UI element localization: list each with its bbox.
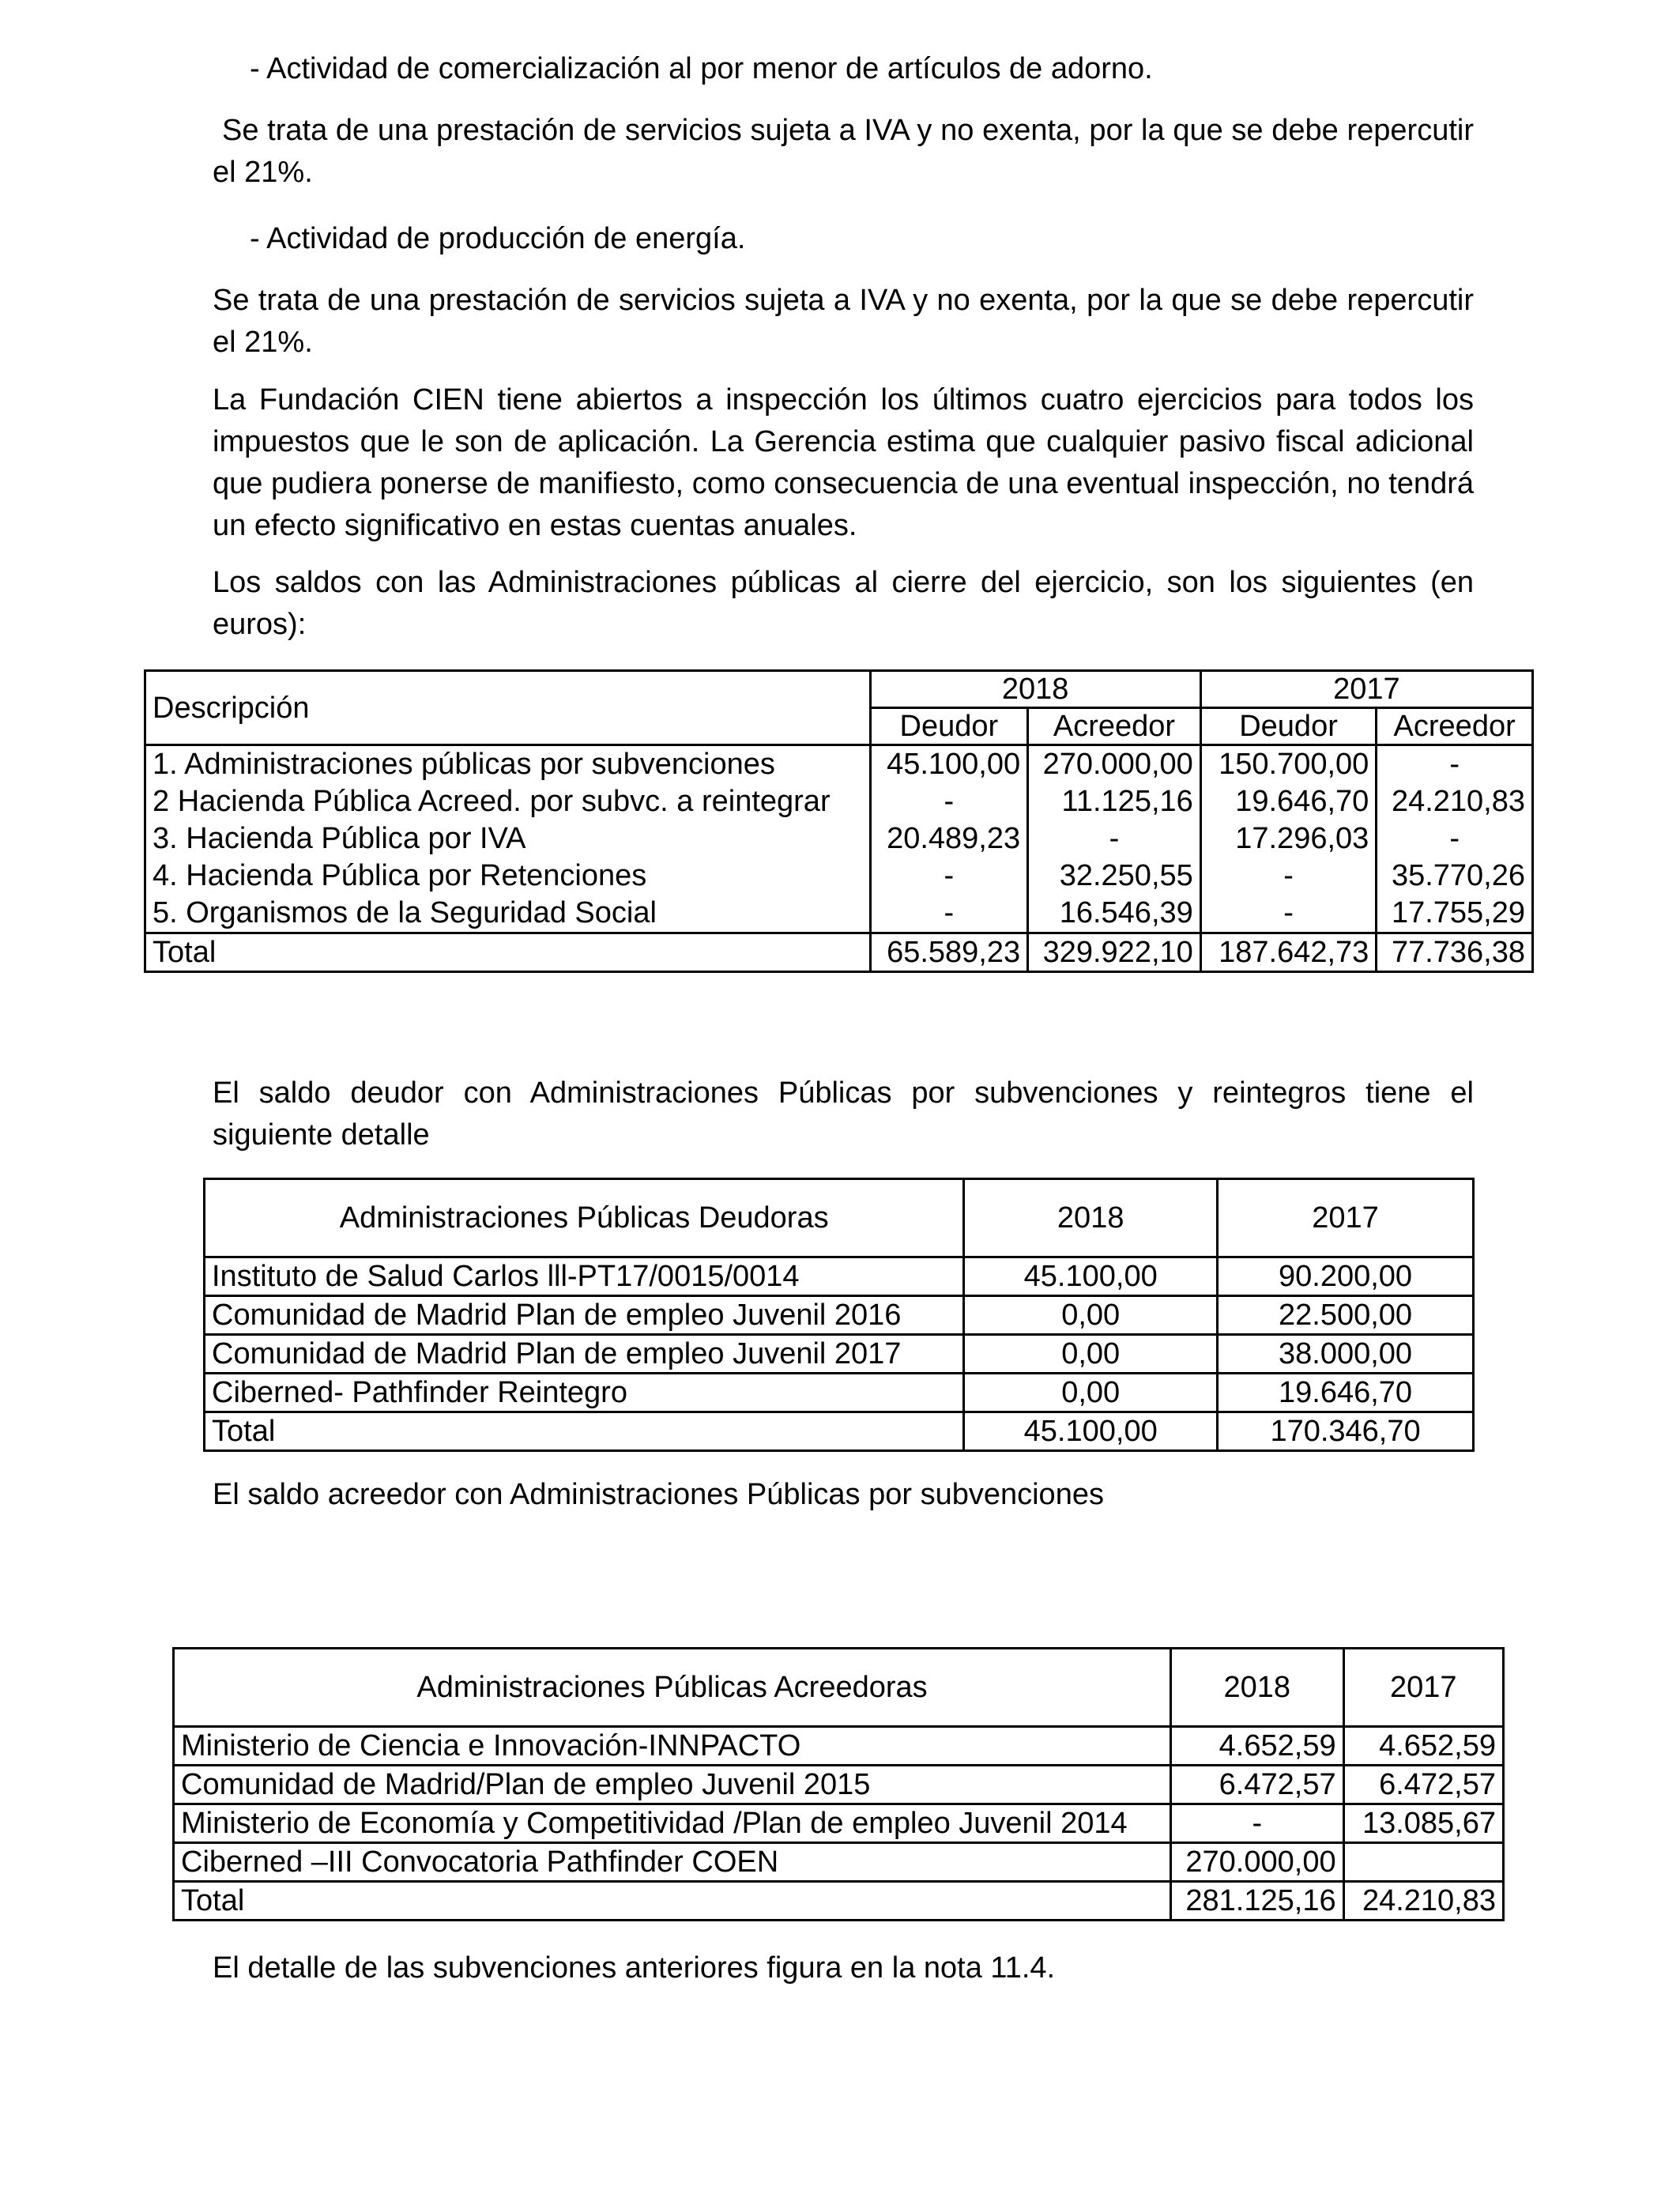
cell-2017: 22.500,00	[1218, 1296, 1474, 1335]
cell-deudor-2018: 20.489,23	[870, 820, 1028, 858]
cell-descripcion: Comunidad de Madrid/Plan de empleo Juvenil 2015	[174, 1766, 1171, 1804]
cell-2017: 6.472,57	[1343, 1766, 1503, 1804]
cell-2018: -	[1171, 1804, 1344, 1843]
cell-acreedor-2018: 32.250,55	[1028, 858, 1201, 895]
column-header-deudor-2017: Deudor	[1200, 708, 1377, 745]
column-header-deudoras: Administraciones Públicas Deudoras	[205, 1179, 964, 1257]
cell-total-2018: 45.100,00	[964, 1412, 1218, 1451]
table-header-row	[174, 1649, 1504, 1727]
cell-descripcion: Ciberned –III Convocatoria Pathfinder COEN	[174, 1843, 1171, 1882]
cell-2018: 4.652,59	[1171, 1727, 1344, 1766]
cell-2017: 90.200,00	[1218, 1257, 1474, 1296]
bullet-energia: - Actividad de producción de energía.	[250, 222, 746, 255]
paragraph-inspeccion: La Fundación CIEN tiene abiertos a inspección los últimos cuatro ejercicios para todos los impuestos que le son de aplicación. La Gerencia estima que cualquier pasivo fiscal adicional que pudiera ponerse de manifiesto, como consecuencia de una eventual inspección, no tendrá un efecto significativo en estas cuentas anuales.	[213, 383, 1474, 542]
column-header-2017: 2017	[1200, 671, 1532, 708]
column-header-acreedoras: Administraciones Públicas Acreedoras	[174, 1649, 1171, 1727]
cell-total-deudor-2018: 65.589,23	[870, 933, 1028, 972]
cell-total-label: Total	[145, 933, 871, 972]
paragraph-saldo-deudor: El saldo deudor con Administraciones Públicas por subvenciones y reintegros tiene el siguiente detalle	[213, 1076, 1474, 1152]
cell-descripcion: Ministerio de Economía y Competitividad /Plan de empleo Juvenil 2014	[174, 1804, 1171, 1843]
saldos-administraciones-table	[144, 669, 1534, 973]
cell-acreedor-2017: 24.210,83	[1377, 783, 1533, 820]
table-row	[145, 820, 1533, 858]
cell-deudor-2018: -	[870, 895, 1028, 933]
acreedoras-table	[172, 1647, 1505, 1921]
cell-2018: 0,00	[964, 1296, 1218, 1335]
cell-descripcion: Comunidad de Madrid Plan de empleo Juvenil 2017	[205, 1335, 964, 1374]
column-header-acreedor-2018: Acreedor	[1028, 708, 1201, 745]
cell-2017: 19.646,70	[1218, 1374, 1474, 1412]
cell-descripcion: Ciberned- Pathfinder Reintegro	[205, 1374, 964, 1412]
cell-acreedor-2017: -	[1377, 745, 1533, 784]
table-header-row	[145, 671, 1533, 708]
cell-deudor-2018: -	[870, 858, 1028, 895]
cell-deudor-2018: -	[870, 783, 1028, 820]
cell-total-deudor-2017: 187.642,73	[1200, 933, 1377, 972]
cell-2018: 0,00	[964, 1335, 1218, 1374]
cell-descripcion: Ministerio de Ciencia e Innovación-INNPACTO	[174, 1727, 1171, 1766]
table-row	[174, 1727, 1504, 1766]
cell-2018: 270.000,00	[1171, 1843, 1344, 1882]
paragraph-saldos-intro: Los saldos con las Administraciones públicas al cierre del ejercicio, son los siguientes (en euros):	[213, 566, 1474, 641]
table-row	[205, 1374, 1474, 1412]
cell-acreedor-2018: 16.546,39	[1028, 895, 1201, 933]
table-row	[174, 1843, 1504, 1882]
cell-deudor-2018: 45.100,00	[870, 745, 1028, 784]
deudoras-table	[203, 1178, 1475, 1452]
cell-2018: 6.472,57	[1171, 1766, 1344, 1804]
cell-deudor-2017: -	[1200, 858, 1377, 895]
cell-descripcion: 5. Organismos de la Seguridad Social	[145, 895, 871, 933]
table-row	[145, 895, 1533, 933]
cell-descripcion: 3. Hacienda Pública por IVA	[145, 820, 871, 858]
cell-descripcion: 1. Administraciones públicas por subvenciones	[145, 745, 871, 784]
table-row	[205, 1296, 1474, 1335]
column-header-2017: 2017	[1343, 1649, 1503, 1727]
cell-2018: 0,00	[964, 1374, 1218, 1412]
cell-acreedor-2017: 35.770,26	[1377, 858, 1533, 895]
table-row	[205, 1257, 1474, 1296]
cell-acreedor-2017: 17.755,29	[1377, 895, 1533, 933]
column-header-descripcion: Descripción	[145, 671, 871, 745]
cell-total-2018: 281.125,16	[1171, 1882, 1344, 1921]
cell-2017: 13.085,67	[1343, 1804, 1503, 1843]
cell-deudor-2017: -	[1200, 895, 1377, 933]
cell-total-acreedor-2018: 329.922,10	[1028, 933, 1201, 972]
cell-total-2017: 24.210,83	[1343, 1882, 1503, 1921]
cell-descripcion: Instituto de Salud Carlos lll-PT17/0015/0014	[205, 1257, 964, 1296]
column-header-2018: 2018	[1171, 1649, 1344, 1727]
cell-acreedor-2018: 11.125,16	[1028, 783, 1201, 820]
cell-2017	[1343, 1843, 1503, 1882]
cell-deudor-2017: 19.646,70	[1200, 783, 1377, 820]
cell-acreedor-2018: 270.000,00	[1028, 745, 1201, 784]
table-row	[145, 858, 1533, 895]
cell-2018: 45.100,00	[964, 1257, 1218, 1296]
table-row	[174, 1766, 1504, 1804]
cell-total-label: Total	[174, 1882, 1171, 1921]
cell-deudor-2017: 17.296,03	[1200, 820, 1377, 858]
table-total-row	[174, 1882, 1504, 1921]
paragraph-iva-energia: Se trata de una prestación de servicios sujeta a IVA y no exenta, por la que se debe repercutir el 21%.	[213, 284, 1474, 359]
cell-2017: 4.652,59	[1343, 1727, 1503, 1766]
cell-descripcion: 4. Hacienda Pública por Retenciones	[145, 858, 871, 895]
column-header-2017: 2017	[1218, 1179, 1474, 1257]
cell-total-acreedor-2017: 77.736,38	[1377, 933, 1533, 972]
cell-2017: 38.000,00	[1218, 1335, 1474, 1374]
cell-total-2017: 170.346,70	[1218, 1412, 1474, 1451]
column-header-2018: 2018	[964, 1179, 1218, 1257]
table-row	[174, 1804, 1504, 1843]
table-row	[145, 745, 1533, 784]
table-total-row	[205, 1412, 1474, 1451]
table-header-row	[205, 1179, 1474, 1257]
cell-acreedor-2017: -	[1377, 820, 1533, 858]
paragraph-iva-adorno: Se trata de una prestación de servicios sujeta a IVA y no exenta, por la que se debe repercutir el 21%.	[213, 114, 1474, 189]
cell-total-label: Total	[205, 1412, 964, 1451]
column-header-2018: 2018	[870, 671, 1200, 708]
cell-acreedor-2018: -	[1028, 820, 1201, 858]
table-row	[205, 1335, 1474, 1374]
table-total-row	[145, 933, 1533, 972]
table-row	[145, 783, 1533, 820]
cell-descripcion: Comunidad de Madrid Plan de empleo Juvenil 2016	[205, 1296, 964, 1335]
column-header-deudor-2018: Deudor	[870, 708, 1028, 745]
cell-deudor-2017: 150.700,00	[1200, 745, 1377, 784]
bullet-comercializacion: - Actividad de comercialización al por menor de artículos de adorno.	[250, 52, 1153, 85]
cell-descripcion: 2 Hacienda Pública Acreed. por subvc. a reintegrar	[145, 783, 871, 820]
column-header-acreedor-2017: Acreedor	[1377, 708, 1533, 745]
paragraph-saldo-acreedor: El saldo acreedor con Administraciones Públicas por subvenciones	[213, 1478, 1104, 1511]
paragraph-detalle-nota: El detalle de las subvenciones anteriores figura en la nota 11.4.	[213, 1951, 1056, 1985]
